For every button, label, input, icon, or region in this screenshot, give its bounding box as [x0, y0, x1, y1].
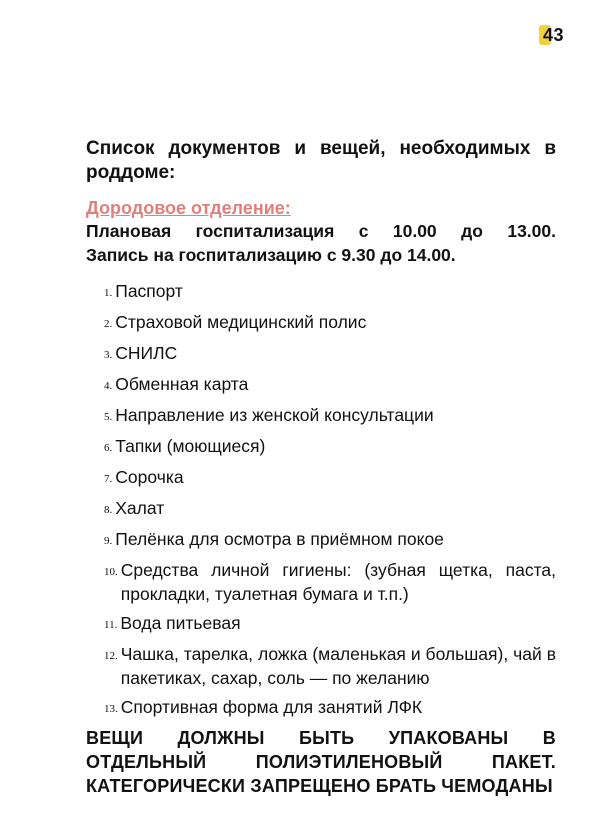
list-item-text: Вода питьевая [120, 613, 241, 633]
packing-warning: ВЕЩИ ДОЛЖНЫ БЫТЬ УПАКОВАНЫ В ОТДЕЛЬНЫЙ ПОЛИЭТИЛЕНОВЫЙ ПАКЕТ. КАТЕГОРИЧЕСКИ ЗАПРЕЩЕНО БРАТЬ ЧЕМОДАНЫ [86, 728, 556, 796]
list-item-text: Направление из женской консультации [115, 405, 434, 425]
list-item [86, 341, 556, 367]
hospitalization-hours: Плановая госпитализация с 10.00 до 13.00. [86, 221, 556, 241]
list-item-number: 4. [104, 380, 113, 392]
list-item-text: Чашка, тарелка, ложка (маленькая и большая), чай в пакетиках, сахар, соль — по желанию [120, 644, 556, 688]
list-item-text: Паспорт [115, 281, 183, 301]
list-item-number: 9. [104, 535, 113, 547]
list-item-number: 10. [104, 566, 118, 578]
page-number-text: 43 [542, 24, 564, 45]
document-title: Список документов и вещей, необходимых в роддоме: [86, 138, 556, 183]
list-item-text: Пелёнка для осмотра в приёмном покое [115, 529, 444, 549]
list-item [86, 695, 556, 721]
list-item-number: 3. [104, 349, 113, 361]
list-item-number: 13. [104, 703, 118, 715]
section-heading: Дородовое отделение: [86, 198, 291, 218]
list-item [86, 611, 556, 637]
list-item-number: 8. [104, 504, 113, 516]
list-item [86, 465, 556, 491]
list-item [86, 372, 556, 398]
list-item [86, 403, 556, 429]
document-content [86, 137, 556, 798]
list-item-number: 12. [104, 650, 118, 662]
list-item [86, 496, 556, 522]
list-item-number: 2. [104, 318, 113, 330]
list-item-text: СНИЛС [115, 343, 178, 363]
list-item-text: Обменная карта [115, 374, 249, 394]
page-number [543, 22, 564, 48]
list-item-text: Халат [115, 498, 165, 518]
list-item-text: Спортивная форма для занятий ЛФК [120, 697, 423, 717]
list-item [86, 527, 556, 553]
list-item [86, 558, 556, 606]
list-item-number: 6. [104, 442, 113, 454]
list-item [86, 434, 556, 460]
list-item [86, 279, 556, 305]
list-item-number: 5. [104, 411, 113, 423]
list-item-text: Тапки (моющиеся) [115, 436, 266, 456]
list-item-number: 11. [104, 619, 118, 631]
list-item-text: Средства личной гигиены: (зубная щетка, паста, прокладки, туалетная бумага и т.п.) [120, 560, 556, 604]
list-item [86, 310, 556, 336]
list-item [86, 642, 556, 690]
registration-hours: Запись на госпитализацию с 9.30 до 14.00. [86, 245, 456, 265]
list-item-text: Страховой медицинский полис [115, 312, 367, 332]
items-list [86, 279, 556, 721]
list-item-number: 7. [104, 473, 113, 485]
list-item-number: 1. [104, 287, 113, 299]
list-item-text: Сорочка [115, 467, 184, 487]
